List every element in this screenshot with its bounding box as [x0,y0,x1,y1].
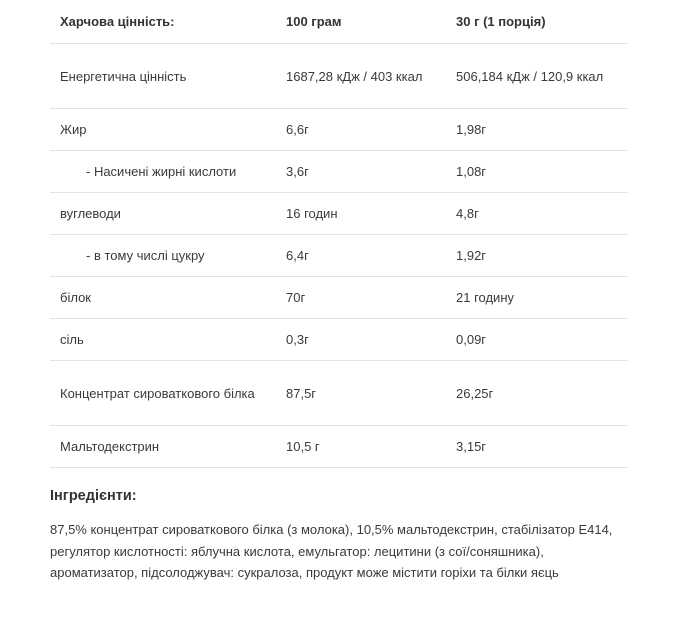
row-label: Мальтодекстрин [50,426,276,468]
row-value-portion: 506,184 кДж / 120,9 ккал [446,44,628,109]
row-label: Жир [50,109,276,151]
table-row [50,151,628,193]
table-row [50,319,628,361]
row-value-portion: 1,98г [446,109,628,151]
row-value-100g: 87,5г [276,361,446,426]
row-label: Концентрат сироваткового білка [50,361,276,426]
table-row [50,193,628,235]
ingredients-heading: Інгредієнти: [50,488,137,504]
header-nutrition-value: Харчова цінність: [50,0,276,44]
row-value-100g: 6,6г [276,109,446,151]
row-label: вуглеводи [50,193,276,235]
row-value-portion: 26,25г [446,361,628,426]
row-value-100g: 10,5 г [276,426,446,468]
header-per-100g: 100 грам [276,0,446,44]
table-row [50,235,628,277]
row-label: - Насичені жирні кислоти [50,151,276,193]
row-label: сіль [50,319,276,361]
row-label: білок [50,277,276,319]
row-value-100g: 70г [276,277,446,319]
row-value-portion: 3,15г [446,426,628,468]
nutrition-table [50,0,628,468]
row-value-100g: 16 годин [276,193,446,235]
table-row [50,44,628,109]
row-value-portion: 4,8г [446,193,628,235]
table-row [50,361,628,426]
ingredients-text: 87,5% концентрат сироваткового білка (з молока), 10,5% мальтодекстрин, стабілізатор Е414, регулятор кислотності: яблучна кислота, емульгатор: лецитини (з сої/соняшника), ароматизатор, підсолоджувач: сукралоза, продукт може містити горіхи та білки яєць [50,522,613,580]
row-label: - в тому числі цукру [50,235,276,277]
row-value-100g: 3,6г [276,151,446,193]
row-value-portion: 21 годину [446,277,628,319]
row-value-100g: 6,4г [276,235,446,277]
row-value-100g: 0,3г [276,319,446,361]
header-per-portion: 30 г (1 порція) [446,0,628,44]
row-value-portion: 0,09г [446,319,628,361]
row-label: Енергетична цінність [50,44,276,109]
row-value-portion: 1,08г [446,151,628,193]
table-row [50,277,628,319]
table-row [50,426,628,468]
row-value-portion: 1,92г [446,235,628,277]
row-value-100g: 1687,28 кДж / 403 ккал [276,44,446,109]
table-row [50,109,628,151]
table-header-row [50,0,628,44]
